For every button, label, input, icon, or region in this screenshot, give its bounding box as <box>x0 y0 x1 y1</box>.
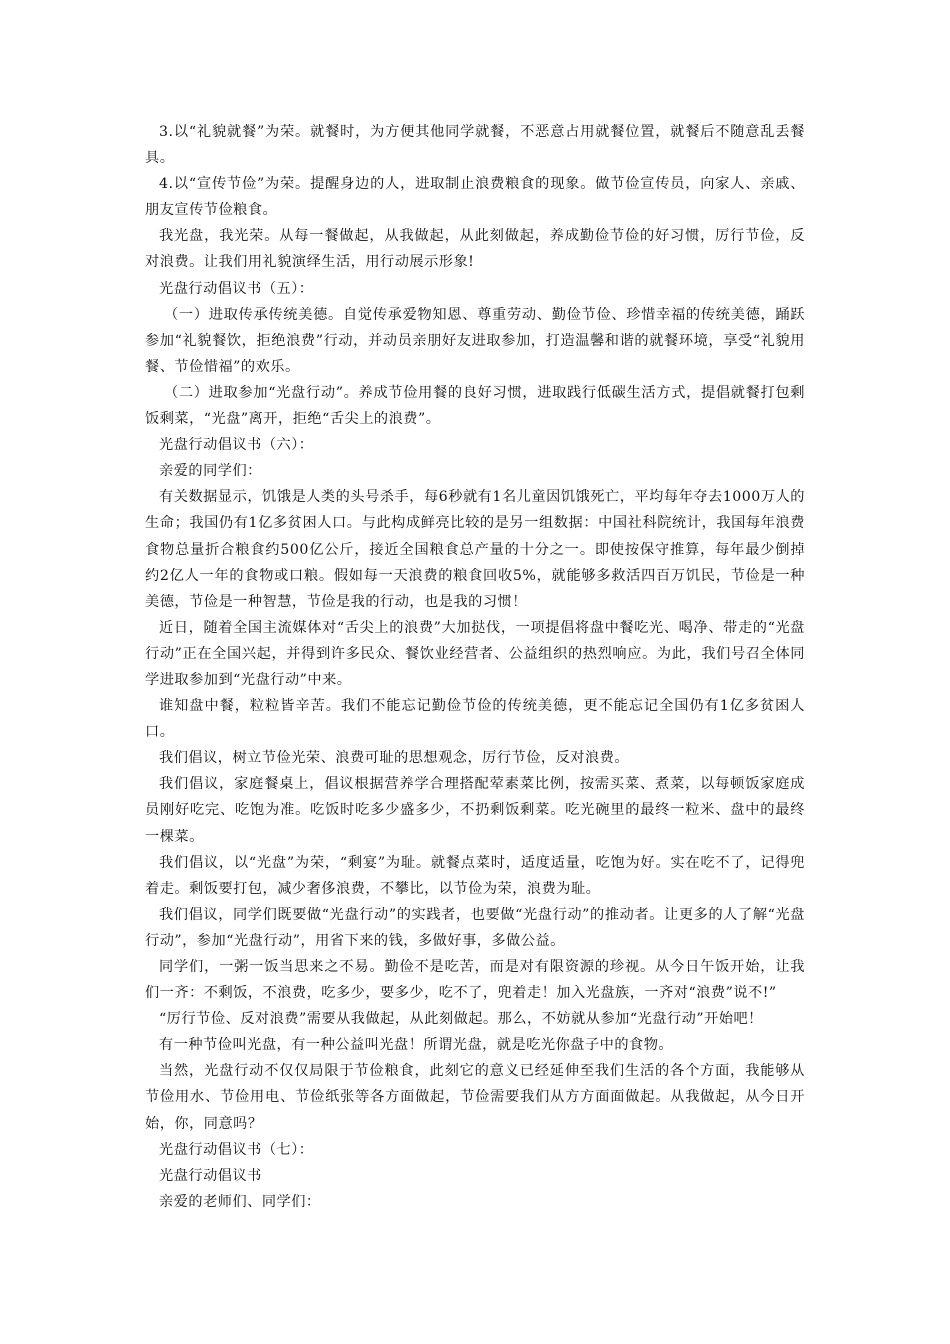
paragraph-14: 我们倡议，以“光盘”为荣，“剩宴”为耻。就餐点菜时，适度适量，吃饱为好。实在吃不了，记得兜着走。剩饭要打包，减少奢侈浪费，不攀比，以节俭为荣，浪费为耻。 <box>145 854 805 897</box>
section-title-5: 光盘行动倡议书（五）： <box>159 280 314 297</box>
section-title-7: 光盘行动倡议书（七）： <box>159 1141 314 1158</box>
salutation-teachers-students: 亲爱的老师们、同学们： <box>159 1193 321 1210</box>
paragraph-15: 我们倡议，同学们既要做“光盘行动”的实践者，也要做“光盘行动”的推动者。让更多的人了解“光盘行动”，参加“光盘行动”，用省下来的钱，多做好事，多做公益。 <box>145 906 805 949</box>
paragraph-3: 我光盘，我光荣。从每一餐做起，从我做起，从此刻做起，养成勤俭节俭的好习惯，厉行节俭，反对浪费。让我们用礼貌演绎生活，用行动展示形象! <box>145 228 805 271</box>
paragraph-6: （二）进取参加“光盘行动”。养成节俭用餐的良好习惯，进取践行低碳生活方式，提倡就餐打包剩饭剩菜，“光盘”离开，拒绝“舌尖上的浪费”。 <box>145 384 805 428</box>
paragraph-12: 我们倡议，树立节俭光荣、浪费可耻的思想观念，厉行节俭，反对浪费。 <box>159 750 630 767</box>
paragraph-16: 同学们，一粥一饭当思来之不易。勤俭不是吃苦，而是对有限资源的珍视。从今日午饭开始，让我们一齐：不剩饭，不浪费，吃多少，要多少，吃不了，兜着走！加入光盘族，一齐对“浪费”说不!” <box>145 959 805 1002</box>
letter-title: 光盘行动倡议书 <box>159 1167 262 1184</box>
paragraph-1: 3.以“礼貌就餐”为荣。就餐时，为方便其他同学就餐，不恶意占用就餐位置，就餐后不随意乱丢餐具。 <box>145 124 805 167</box>
paragraph-9: 有关数据显示，饥饿是人类的头号杀手，每6秒就有1名儿童因饥饿死亡，平均每年夺去1000万人的生命；我国仍有1亿多贫困人口。与此构成鲜亮比较的是另一组数据：中国社科院统计，我国每年浪费食物总量折合粮食约500亿公斤，接近全国粮食总产量的十分之一。即使按保守推算，每年最少倒掉约2亿人一年的食物或口粮。假如每一天浪费的粮食回收5%，就能够多救活四百万饥民，节俭是一种美德，节俭是一种智慧，节俭是我的行动，也是我的习惯！ <box>145 489 805 610</box>
document-page <box>145 119 805 1215</box>
paragraph-19: 当然，光盘行动不仅仅局限于节俭粮食，此刻它的意义已经延伸至我们生活的各个方面，我能够从节俭用水、节俭用电、节俭纸张等各方面做起，节俭需要我们从方方面面做起。从我做起，从今日开始，你，同意吗？ <box>145 1063 805 1132</box>
paragraph-17: “厉行节俭、反对浪费”需要从我做起，从此刻做起。那么，不妨就从参加“光盘行动”开始吧！ <box>159 1011 763 1028</box>
paragraph-2: 4.以“宣传节俭”为荣。提醒身边的人，进取制止浪费粮食的现象。做节俭宣传员，向家人、亲戚、朋友宣传节俭粮食。 <box>145 176 805 219</box>
section-title-6: 光盘行动倡议书（六）： <box>159 437 314 454</box>
salutation-students: 亲爱的同学们： <box>159 463 262 480</box>
paragraph-13: 我们倡议，家庭餐桌上，倡议根据营养学合理搭配荤素菜比例，按需买菜、煮菜，以每顿饭家庭成员刚好吃完、吃饱为准。吃饭时吃多少盛多少，不扔剩饭剩菜。吃光碗里的最终一粒米、盘中的最终一棵菜。 <box>145 776 805 845</box>
paragraph-11: 谁知盘中餐，粒粒皆辛苦。我们不能忘记勤俭节俭的传统美德，更不能忘记全国仍有1亿多贫困人口。 <box>145 698 805 741</box>
paragraph-5: （一）进取传承传统美德。自觉传承爱物知恩、尊重劳动、勤俭节俭、珍惜幸福的传统美德，踊跃参加“礼貌餐饮，拒绝浪费”行动，并动员亲朋好友进取参加，打造温馨和谐的就餐环境，享受“礼貌用餐、节俭惜福”的欢乐。 <box>145 306 805 375</box>
paragraph-10: 近日，随着全国主流媒体对“舌尖上的浪费”大加挞伐，一项提倡将盘中餐吃光、喝净、带走的“光盘行动”正在全国兴起，并得到许多民众、餐饮业经营者、公益组织的热烈响应。为此，我们号召全体同学进取参加到“光盘行动”中来。 <box>145 619 805 688</box>
paragraph-18: 有一种节俭叫光盘，有一种公益叫光盘！所谓光盘，就是吃光你盘子中的食物。 <box>159 1037 674 1054</box>
